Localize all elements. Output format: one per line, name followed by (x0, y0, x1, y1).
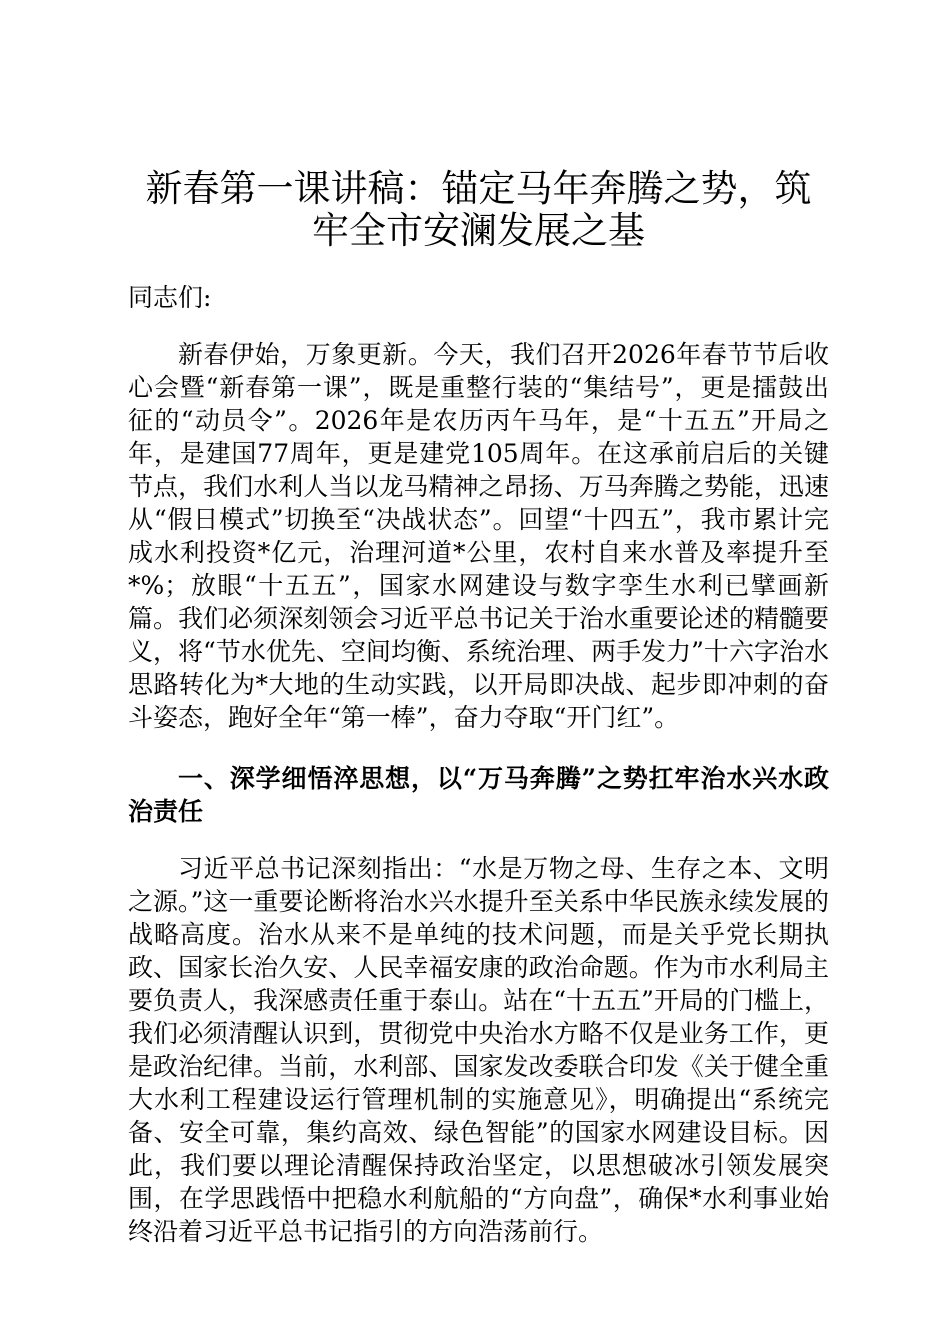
section-heading-1: 一、深学细悟淬思想，以“万马奔腾”之势扛牢治水兴水政治责任 (128, 764, 829, 826)
paragraph-section-1: 习近平总书记深刻指出：“水是万物之母、生存之本、文明之源。”这一重要论断将治水兴水提升至关系中华民族永续发展的战略高度。治水从来不是单纯的技术问题，而是关乎党长期执政、国家长治久安、人民幸福安康的政治命题。作为市水利局主要负责人，我深感责任重于泰山。站在“十五五”开局的门槛上，我们必须清醒认识到，贯彻党中央治水方略不仅是业务工作，更是政治纪律。当前，水利部、国家发改委联合印发《关于健全重大水利工程建设运行管理机制的实施意见》，明确提出“系统完备、安全可靠，集约高效、绿色智能”的国家水网建设目标。因此，我们要以理论清醒保持政治坚定，以思想破冰引领发展突围，在学思践悟中把稳水利航船的“方向盘”，确保*水利事业始终沿着习近平总书记指引的方向浩荡前行。 (128, 854, 829, 1246)
salutation: 同志们: (128, 283, 212, 312)
document-page (128, 168, 829, 1248)
document-title: 新春第一课讲稿：锚定马年奔腾之势，筑牢全市安澜发展之基 (145, 167, 812, 252)
paragraph-intro: 新春伊始，万象更新。今天，我们召开2026年春节节后收心会暨“新春第一课”，既是重整行装的“集结号”，更是擂鼓出征的“动员令”。2026年是农历丙午马年，是“十五五”开局之年，是建国77周年，更是建党105周年。在这承前启后的关键节点，我们水利人当以龙马精神之昂扬、万马奔腾之势能，迅速从“假日模式”切换至“决战状态”。回望“十四五”，我市累计完成水利投资*亿元，治理河道*公里，农村自来水普及率提升至*%；放眼“十五五”，国家水网建设与数字孪生水利已擘画新篇。我们必须深刻领会习近平总书记关于治水重要论述的精髓要义，将“节水优先、空间均衡、系统治理、两手发力”十六字治水思路转化为*大地的生动实践，以开局即决战、起步即冲刺的奋斗姿态，跑好全年“第一棒”，奋力夺取“开门红”。 (128, 340, 829, 732)
